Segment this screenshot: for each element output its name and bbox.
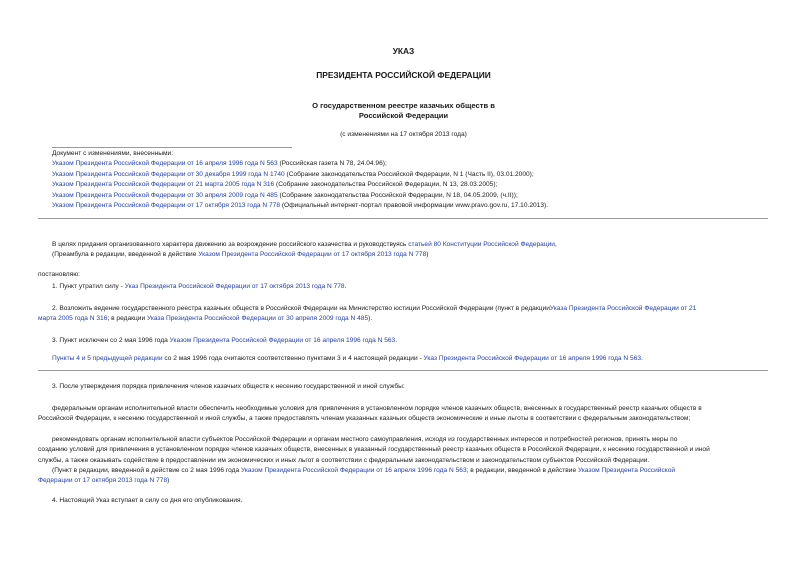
- amendment-link[interactable]: Указом Президента Российской Федерации от 30 апреля 2009 года N 485: [52, 191, 278, 199]
- preamble-text: В целях придания организованного характера движению за возрождение российского казачества и руководствуясь статьей 80 Конституции Российской Федерации,: [52, 241, 557, 248]
- renumber-link-1[interactable]: Пункты 4 и 5 предыдущей редакции: [52, 355, 163, 362]
- divider-bottom: [38, 218, 768, 219]
- point-2-link-1[interactable]: Указа Президента Российской Федерации от 21: [549, 305, 697, 312]
- amendment-item: Указом Президента Российской Федерации от 16 апреля 1996 года N 563 (Российская газета N 78, 24.04.96);: [52, 160, 387, 168]
- decree-word: постановляю:: [38, 271, 81, 278]
- preamble-note: (Преамбула в редакции, введенной в действие Указом Президента Российской Федерации от 17 октября 2013 года N 778): [52, 251, 429, 259]
- revision-note: (с изменениями на 17 октября 2013 года): [340, 131, 467, 138]
- amendment-item: Указом Президента Российской Федерации от 30 апреля 2009 года N 485 (Собрание законодательства Российской Федерации, N 18, 04.05.2009, (ч.II));: [52, 191, 518, 199]
- point-3-link[interactable]: Указом Президента Российской Федерации от 16 апреля 1996 года N 563: [169, 337, 396, 344]
- point-3-note-link-1[interactable]: Указом Президента Российской Федерации от 16 апреля 1996 года N 563: [240, 467, 467, 474]
- amendments-list: [52, 149, 772, 211]
- amendment-link[interactable]: Указом Президента Российской Федерации от 30 декабря 1999 года N 1740: [52, 170, 285, 178]
- point-3-clause-a: федеральным органам исполнительной власти обеспечить необходимые условия для привлечения в установленном порядке членов казачьих обществ, внесенных в государственный реестр казачьих обществ в Российской Федерации, к несению государственной и иной службы, а также предоставлять членам указанных казачьих обществ экономические и иные льготы в соответствии с федеральным законодательством;: [38, 405, 702, 423]
- point-3-note-link-2[interactable]: Указом Президента Российской: [578, 467, 676, 474]
- amendment-link[interactable]: Указом Президента Российской Федерации от 21 марта 2005 года N 316: [52, 181, 275, 189]
- amendment-item: Указом Президента Российской Федерации от 21 марта 2005 года N 316 (Собрание законодательства Российской Федерации, N 13, 28.03.2005);: [52, 181, 498, 189]
- amendment-link[interactable]: Указом Президента Российской Федерации от 17 октября 2013 года N 778: [52, 202, 281, 210]
- divider-middle: [38, 370, 768, 371]
- constitution-link[interactable]: статьей 80 Конституции Российской Федерации: [408, 241, 555, 248]
- doc-subtitle-line2: Российской Федерации: [358, 111, 449, 120]
- point-2-link-2[interactable]: Указа Президента Российской Федерации от 30 апреля 2009 года N 485: [146, 315, 369, 323]
- doc-subtitle-line1: О государственном реестре казачьих обществ в: [312, 101, 495, 110]
- point-3-note-link-2-cont[interactable]: Федерации от 17 октября 2013 года N 778: [38, 477, 168, 485]
- point-3-note: (Пункт в редакции, введенной в действие со 2 мая 1996 года Указом Президента Российской Федерации от 16 апреля 1996 года N 563; в редакции, введенной в действие Указом Президента Российской Федерации от 17 октября 2013 года N 778): [38, 467, 676, 485]
- issuer-title: ПРЕЗИДЕНТА РОССИЙСКОЙ ФЕДЕРАЦИИ: [316, 70, 491, 80]
- renumber-link-2[interactable]: Указ Президента Российской Федерации от 16 апреля 1996 года N 563: [423, 355, 642, 362]
- amendment-item: Указом Президента Российской Федерации от 30 декабря 1999 года N 1740 (Собрание законодательства Российской Федерации, N 1 (Часть II), 03.01.2000);: [52, 170, 534, 178]
- preamble: [52, 240, 772, 261]
- point-2: 2. Возложить ведение государственного реестра казачьих обществ в Российской Федерации на Министерство юстиции Российской Федерации (пункт в редакцииУказа Президента Российской Федерации от 21 марта 2005 года N 316; в редакции Указа Президента Российской Федерации от 30 апреля 2009 года N 485).: [38, 305, 697, 323]
- amendment-item: Указом Президента Российской Федерации от 17 октября 2013 года N 778 (Официальный интернет-портал правовой информации www.pravo.gov.ru, 17.10.2013).: [52, 202, 549, 210]
- amendment-link[interactable]: Указом Президента Российской Федерации от 16 апреля 1996 года N 563: [52, 160, 278, 168]
- point-1: 1. Пункт утратил силу - Указ Президента Российской Федерации от 17 октября 2013 года N 778.: [52, 283, 347, 290]
- renumber-note: Пункты 4 и 5 предыдущей редакции со 2 мая 1996 года считаются соответственно пунктами 3 и 4 настоящей редакции - Указ Президента Российской Федерации от 16 апреля 1996 года N 563.: [52, 355, 643, 362]
- point-4: 4. Настоящий Указ вступает в силу со дня его опубликования.: [52, 497, 243, 504]
- point-3-removed: 3. Пункт исключен со 2 мая 1996 года Указом Президента Российской Федерации от 16 апреля 1996 года N 563.: [52, 337, 398, 344]
- preamble-note-link[interactable]: Указом Президента Российской Федерации от 17 октября 2013 года N 778: [198, 251, 427, 259]
- divider-top: [52, 147, 292, 148]
- point-2-link-1-cont[interactable]: марта 2005 года N 316: [38, 315, 108, 323]
- point-3-clause-b: рекомендовать органам исполнительной власти субъектов Российской Федерации и органам местного самоуправления, исходя из государственных интересов и потребностей регионов, принять меры по созданию условий для привлечения в установленном порядке членов казачьих обществ, внесенных в указанный государственный реестр казачьих обществ в Российской Федерации, к несению государственной и иной службы, а также оказывать содействие в предоставлении им экономических и иных льгот в соответствии с федеральным законодательством и законодательством субъектов Российской Федерации.: [38, 436, 710, 464]
- amendments-intro: Документ с изменениями, внесенными:: [52, 150, 174, 157]
- point-1-link[interactable]: Указ Президента Российской Федерации от 17 октября 2013 года N 778: [124, 283, 345, 290]
- point-3-intro: 3. После утверждения порядка привлечения членов казачьих обществ к несению государственной и иной службы:: [52, 383, 405, 390]
- decree-title: УКАЗ: [392, 46, 415, 56]
